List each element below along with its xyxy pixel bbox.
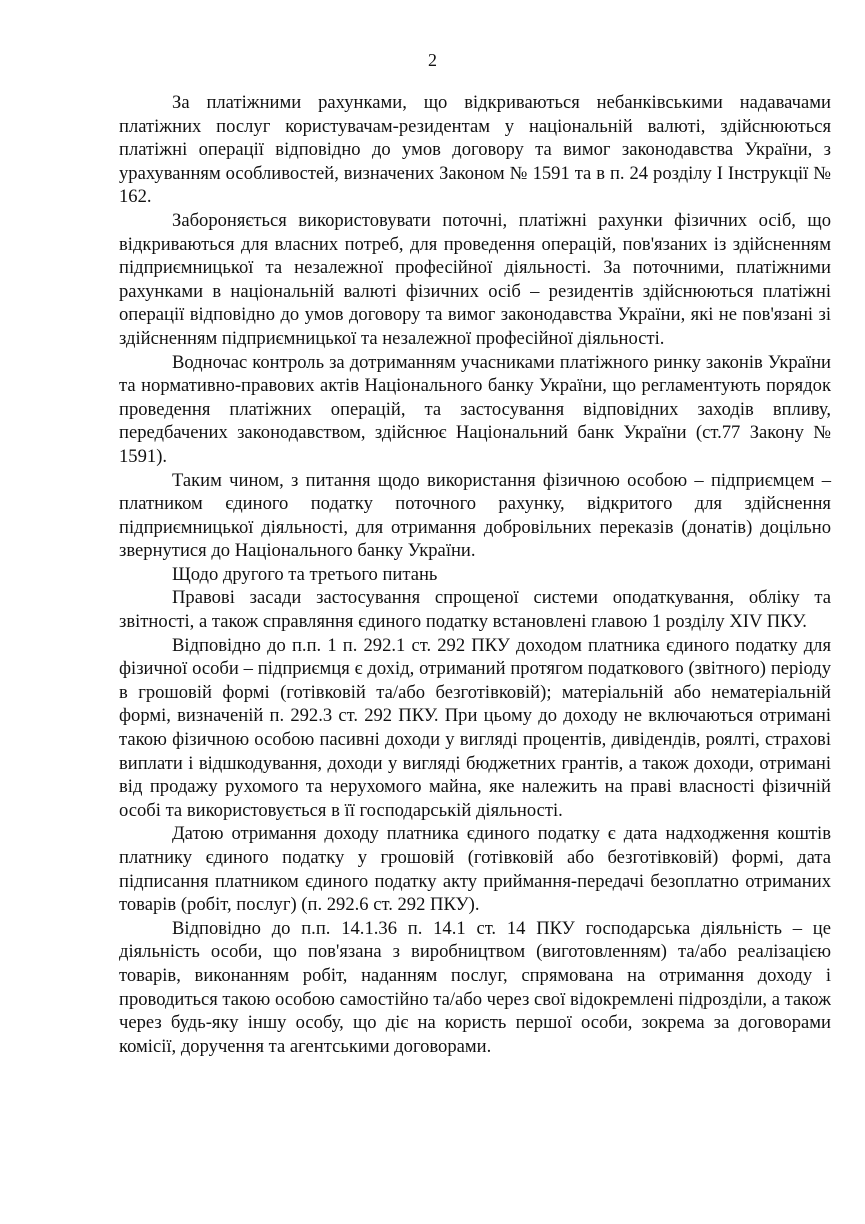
paragraph-legal-basis: Правові засади застосування спрощеної системи оподаткування, обліку та звітності, а також справляння єдиного податку встановлені главою 1 розділу XIV ПКУ.	[119, 587, 831, 633]
paragraph-income-definition: Відповідно до п.п. 1 п. 292.1 ст. 292 ПКУ доходом платника єдиного податку для фізичної особи – підприємця є дохід, отриманий протягом податкового (звітного) періоду в грошовій формі (готівковій та/або безготівковій); матеріальній або нематеріальній формі, визначеній п. 292.3 ст. 292 ПКУ. При цьому до доходу не включаються отримані такою фізичною особою пасивні доходи у вигляді процентів, дивідендів, роялті, страхові виплати і відшкодування, доходи у вигляді бюджетних грантів, а також доходи, отримані від продажу рухомого та нерухомого майна, яке належить на праві власності фізичній особі та використовується в її господарській діяльності.	[119, 634, 831, 821]
document-body	[119, 91, 831, 1058]
paragraph-conclusion-first-question: Таким чином, з питання щодо використання фізичною особою – підприємцем – платником єдиного податку поточного рахунку, відкритого для здійснення підприємницької діяльності, для отримання добровільних переказів (донатів) доцільно звернутися до Національного банку України.	[119, 469, 831, 562]
page-number: 2	[428, 50, 437, 70]
paragraph-business-activity: Відповідно до п.п. 14.1.36 п. 14.1 ст. 14 ПКУ господарська діяльність – це діяльність особи, що пов'язана з виробництвом (виготовленням) та/або реалізацією товарів, виконанням робіт, наданням послуг, спрямована на отримання доходу і проводиться такою особою самостійно та/або через свої відокремлені підрозділи, а також через будь-яку іншу особу, що діє на користь першої особи, зокрема за договорами комісії, доручення та агентськими договорами.	[119, 917, 831, 1057]
paragraph-income-date: Датою отримання доходу платника єдиного податку є дата надходження коштів платнику єдиного податку у грошовій (готівковій або безготівковій) формі, дата підписання платником єдиного податку акту приймання-передачі безоплатно отриманих товарів (робіт, послуг) (п. 292.6 ст. 292 ПКУ).	[119, 823, 831, 916]
section-heading-second-third-questions: Щодо другого та третього питань	[172, 563, 438, 585]
paragraph-payment-accounts: За платіжними рахунками, що відкриваються небанківськими надавачами платіжних послуг користувачам-резидентам у національній валюті, здійснюються платіжні операції відповідно до умов договору та вимог законодавства України, з урахуванням особливостей, визначених Законом № 1591 та в п. 24 розділу І Інструкції № 162.	[119, 92, 831, 208]
paragraph-prohibition: Забороняється використовувати поточні, платіжні рахунки фізичних осіб, що відкриваються для власних потреб, для проведення операцій, пов'язаних із здійсненням підприємницької та незалежної професійної діяльності. За поточними, платіжними рахунками в національній валюті фізичних осіб – резидентів здійснюються платіжні операції відповідно до умов договору та вимог законодавства України, які не пов'язані зі здійсненням підприємницької та незалежної професійної діяльності.	[119, 209, 831, 349]
paragraph-nbu-control: Водночас контроль за дотриманням учасниками платіжного ринку законів України та нормативно-правових актів Національного банку України, що регламентують порядок проведення платіжних операцій, та застосування відповідних заходів впливу, передбачених законодавством, здійснює Національний банк України (ст.77 Закону № 1591).	[119, 351, 831, 467]
